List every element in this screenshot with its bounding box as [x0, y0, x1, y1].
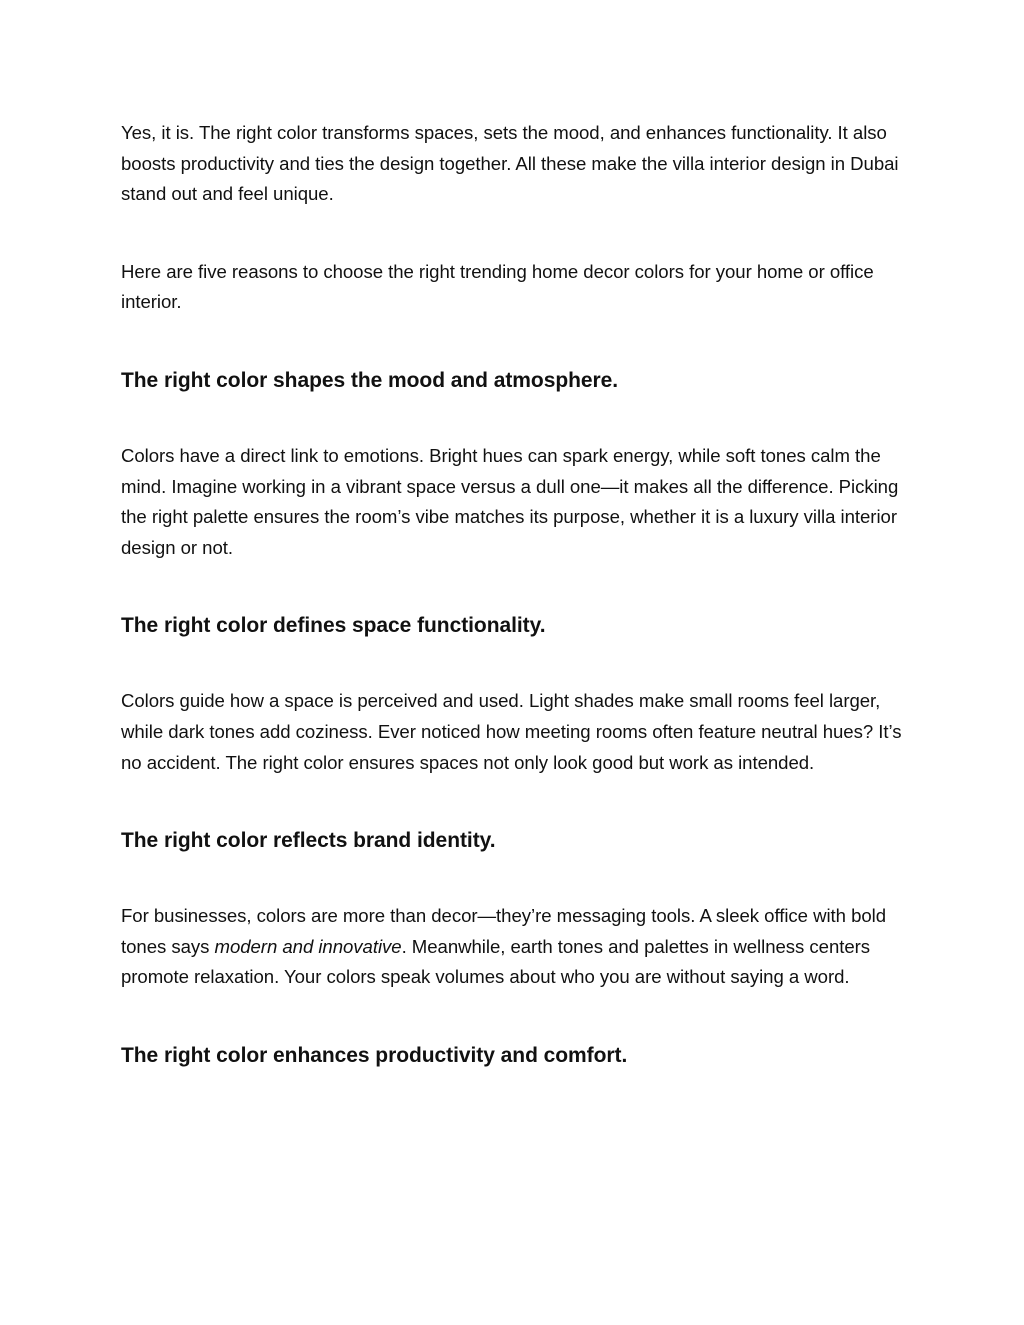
reasons-intro-paragraph: Here are five reasons to choose the right trending home decor colors for your home or office interior.	[121, 260, 874, 313]
section-heading-mood: The right color shapes the mood and atmosphere.	[121, 368, 619, 392]
intro-paragraph: Yes, it is. The right color transforms spaces, sets the mood, and enhances functionality. It also boosts productivity and ties the design together. All these make the villa interior design in Dubai stand out and feel unique.	[121, 122, 899, 205]
section-heading-functionality: The right color defines space functionality.	[121, 614, 546, 638]
section-body-brand-identity	[121, 901, 911, 993]
document-content	[121, 118, 911, 1071]
brand-body-text-start: For businesses, colors are more than decor—they’re messaging tools. A sleek office with bold tones says	[121, 905, 887, 957]
brand-body-text-end: . Meanwhile, earth tones and palettes in wellness centers promote relaxation. Your colors speak volumes about who you are without saying a word.	[121, 935, 871, 988]
section-body-mood: Colors have a direct link to emotions. Bright hues can spark energy, while soft tones calm the mind. Imagine working in a vibrant space versus a dull one—it makes all the difference. Picking the right palette ensures the room’s vibe matches its purpose, whether it is a luxury villa interior design or not.	[121, 444, 899, 558]
section-body-functionality: Colors guide how a space is perceived and used. Light shades make small rooms feel larger, while dark tones add coziness. Ever noticed how meeting rooms often feature neutral hues? It’s no accident. The right color ensures spaces not only look good but work as intended.	[121, 690, 902, 773]
brand-body-emphasis: modern and innovative	[214, 935, 402, 957]
section-heading-brand-identity: The right color reflects brand identity.	[121, 829, 496, 853]
section-heading-productivity: The right color enhances productivity and comfort.	[121, 1043, 628, 1067]
